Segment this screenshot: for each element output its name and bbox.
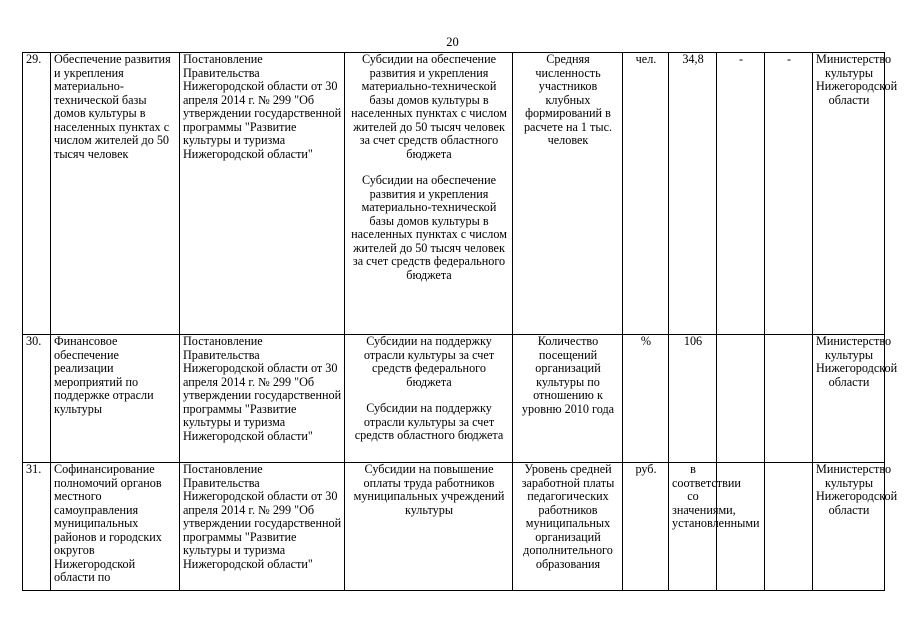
table-row xyxy=(23,53,885,335)
measure-name xyxy=(51,463,180,591)
legal-basis xyxy=(180,463,345,591)
funding-source xyxy=(345,53,513,335)
measure-name: Финансовое обеспечение реализации мероприятий по поддержке отрасли культуры xyxy=(51,335,180,463)
row-number xyxy=(23,463,51,591)
indicator-value xyxy=(669,462,760,591)
indicator xyxy=(513,463,623,591)
unit-text: руб. xyxy=(635,462,657,476)
legal-basis: Постановление Правительства Нижегородской области от 30 апреля 2014 г. № 299 "Об утверждении государственной программы "Развитие культуры и туризма Нижегородской области" xyxy=(180,335,345,463)
indicator-value-text: в соответствии со значениями, установленными xyxy=(672,462,760,530)
value-2: - xyxy=(717,53,765,335)
unit: % xyxy=(623,335,669,463)
value-2 xyxy=(717,335,765,463)
row-number: 30. xyxy=(23,335,51,463)
funding-source-item: Субсидии на поддержку отрасли культуры за счет средств федерального бюджета xyxy=(363,334,495,389)
executor xyxy=(813,462,898,591)
row-number-text: 31. xyxy=(26,462,42,476)
measure-name-text: Софинансирование полномочий органов местного самоуправления муниципальных районов и городских округов Нижегородской области по xyxy=(54,462,162,584)
funding-source-item: Субсидии на повышение оплаты труда работников муниципальных учреждений культуры xyxy=(353,462,505,517)
indicator: Средняя численность участников клубных формирований в расчете на 1 тыс. человек xyxy=(513,53,623,335)
indicator-value: 106 xyxy=(669,335,717,463)
value-3 xyxy=(765,335,813,463)
unit xyxy=(623,463,669,591)
program-table xyxy=(22,52,898,591)
table-row xyxy=(23,335,885,463)
indicator: Количество посещений организаций культуры по отношению к уровню 2010 года xyxy=(513,335,623,463)
row-number: 29. xyxy=(23,53,51,335)
measure-name: Обеспечение развития и укрепления материально-технической базы домов культуры в населенных пунктах с числом жителей до 50 тысяч человек xyxy=(51,53,180,335)
executor: Министерство культуры Нижегородской области xyxy=(813,53,885,335)
executor-text: Министерство культуры Нижегородской области xyxy=(816,462,898,517)
page-number: 20 xyxy=(446,35,459,49)
executor: Министерство культуры Нижегородской области xyxy=(813,335,885,463)
funding-source-item: Субсидии на обеспечение развития и укрепления материально-технической базы домов культуры в населенных пунктах с числом жителей до 50 тысяч человек за счет средств областного бюджета xyxy=(351,52,507,161)
funding-source xyxy=(345,463,513,591)
indicator-value: 34,8 xyxy=(669,53,717,335)
funding-source xyxy=(345,335,513,463)
indicator-text: Уровень средней заработной платы педагогических работников муниципальных организаций дополнительного образования xyxy=(521,462,615,571)
legal-basis: Постановление Правительства Нижегородской области от 30 апреля 2014 г. № 299 "Об утверждении государственной программы "Развитие культуры и туризма Нижегородской области" xyxy=(180,53,345,335)
unit: чел. xyxy=(623,53,669,335)
funding-source-item: Субсидии на обеспечение развития и укрепления материально-технической базы домов культуры в населенных пунктах с числом жителей до 50 тысяч человек за счет средств федерального бюджета xyxy=(351,173,507,282)
table-row xyxy=(23,463,885,591)
funding-source-item: Субсидии на поддержку отрасли культуры за счет средств областного бюджета xyxy=(354,401,504,442)
value-3 xyxy=(765,463,813,591)
value-3: - xyxy=(765,53,813,335)
legal-basis-text: Постановление Правительства Нижегородской области от 30 апреля 2014 г. № 299 "Об утверждении государственной программы "Развитие культуры и туризма Нижегородской области" xyxy=(183,462,342,571)
